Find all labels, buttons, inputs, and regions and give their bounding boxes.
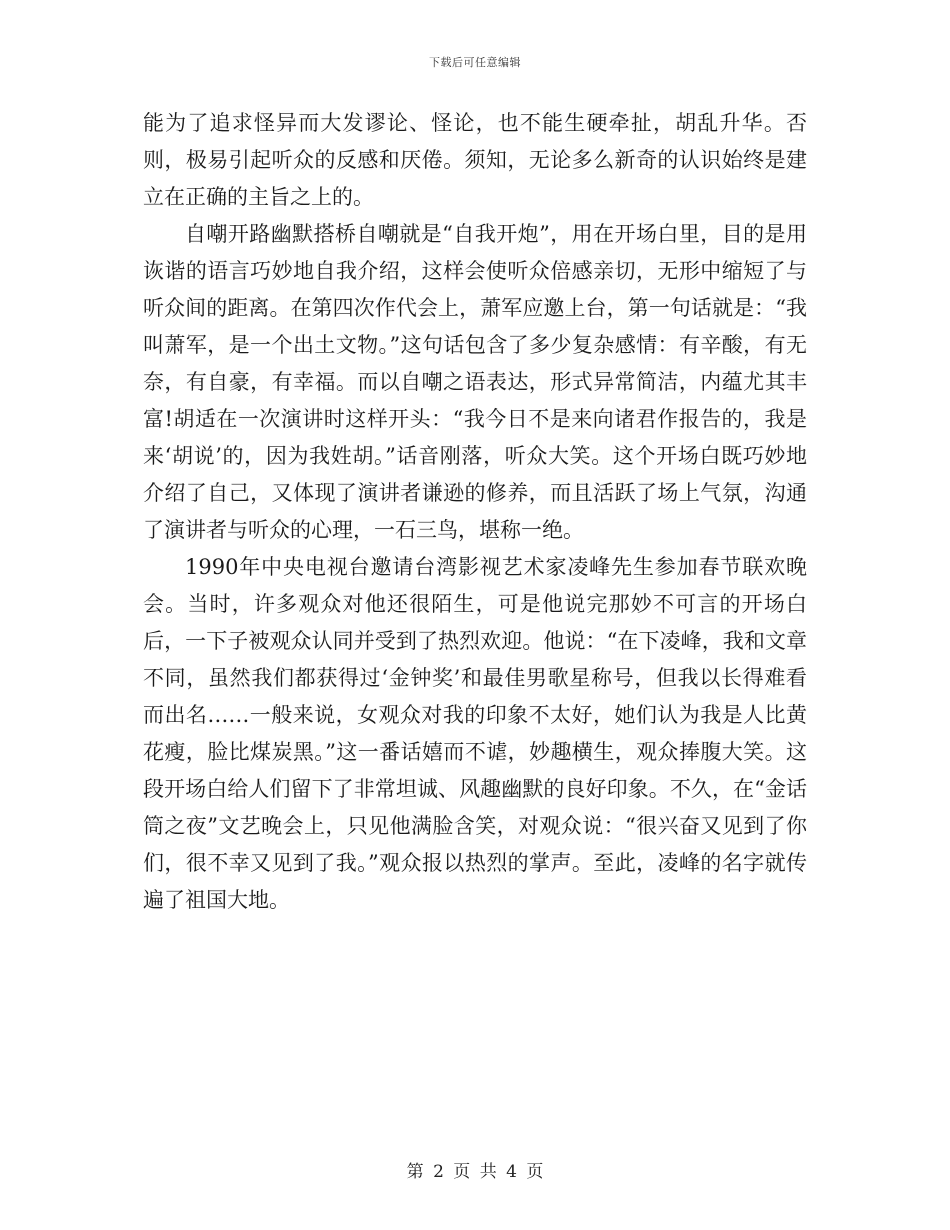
paragraph-lingfeng: 1990年中央电视台邀请台湾影视艺术家凌峰先生参加春节联欢晚会。当时，许多观众对他还很陌生，可是他说完那妙不可言的开场白后，一下子被观众认同并受到了热烈欢迎。他说：“在下凌峰，我和文章不同，虽然我们都获得过‘金钟奖’和最佳男歌星称号，但我以长得难看而出名……一般来说，女观众对我的印象不太好，她们认为我是人比黄花瘦，脸比煤炭黑。”这一番话嬉而不谑，妙趣横生，观众捧腹大笑。这段开场白给人们留下了非常坦诚、风趣幽默的良好印象。不久，在“金话筒之夜”文艺晚会上，只见他满脸含笑，对观众说：“很兴奋又见到了你们，很不幸又见到了我。”观众报以热烈的掌声。至此，凌峰的名字就传遍了祖国大地。	[143, 555, 807, 912]
page-header: 下载后可任意编辑	[429, 56, 521, 69]
paragraph-continuation: 能为了追求怪异而大发谬论、怪论，也不能生硬牵扯，胡乱升华。否则，极易引起听众的反感和厌倦。须知，无论多么新奇的认识始终是建立在正确的主旨之上的。	[143, 111, 807, 209]
page-number: 第 2 页 共 4 页	[406, 1162, 544, 1182]
document-body	[143, 105, 807, 919]
paragraph-self-mockery: 自嘲开路幽默搭桥自嘲就是“自我开炮”，用在开场白里，目的是用诙谐的语言巧妙地自我介绍，这样会使听众倍感亲切，无形中缩短了与听众间的距离。在第四次作代会上，萧军应邀上台，第一句话就是：“我叫萧军，是一个出土文物。”这句话包含了多少复杂感情：有辛酸，有无奈，有自豪，有幸福。而以自嘲之语表达，形式异常简洁，内蕴尤其丰富!胡适在一次演讲时这样开头：“我今日不是来向诸君作报告的，我是来‘胡说’的，因为我姓胡。”话音刚落，听众大笑。这个开场白既巧妙地介绍了自己，又体现了演讲者谦逊的修养，而且活跃了场上气氛，沟通了演讲者与听众的心理，一石三鸟，堪称一绝。	[143, 222, 807, 542]
